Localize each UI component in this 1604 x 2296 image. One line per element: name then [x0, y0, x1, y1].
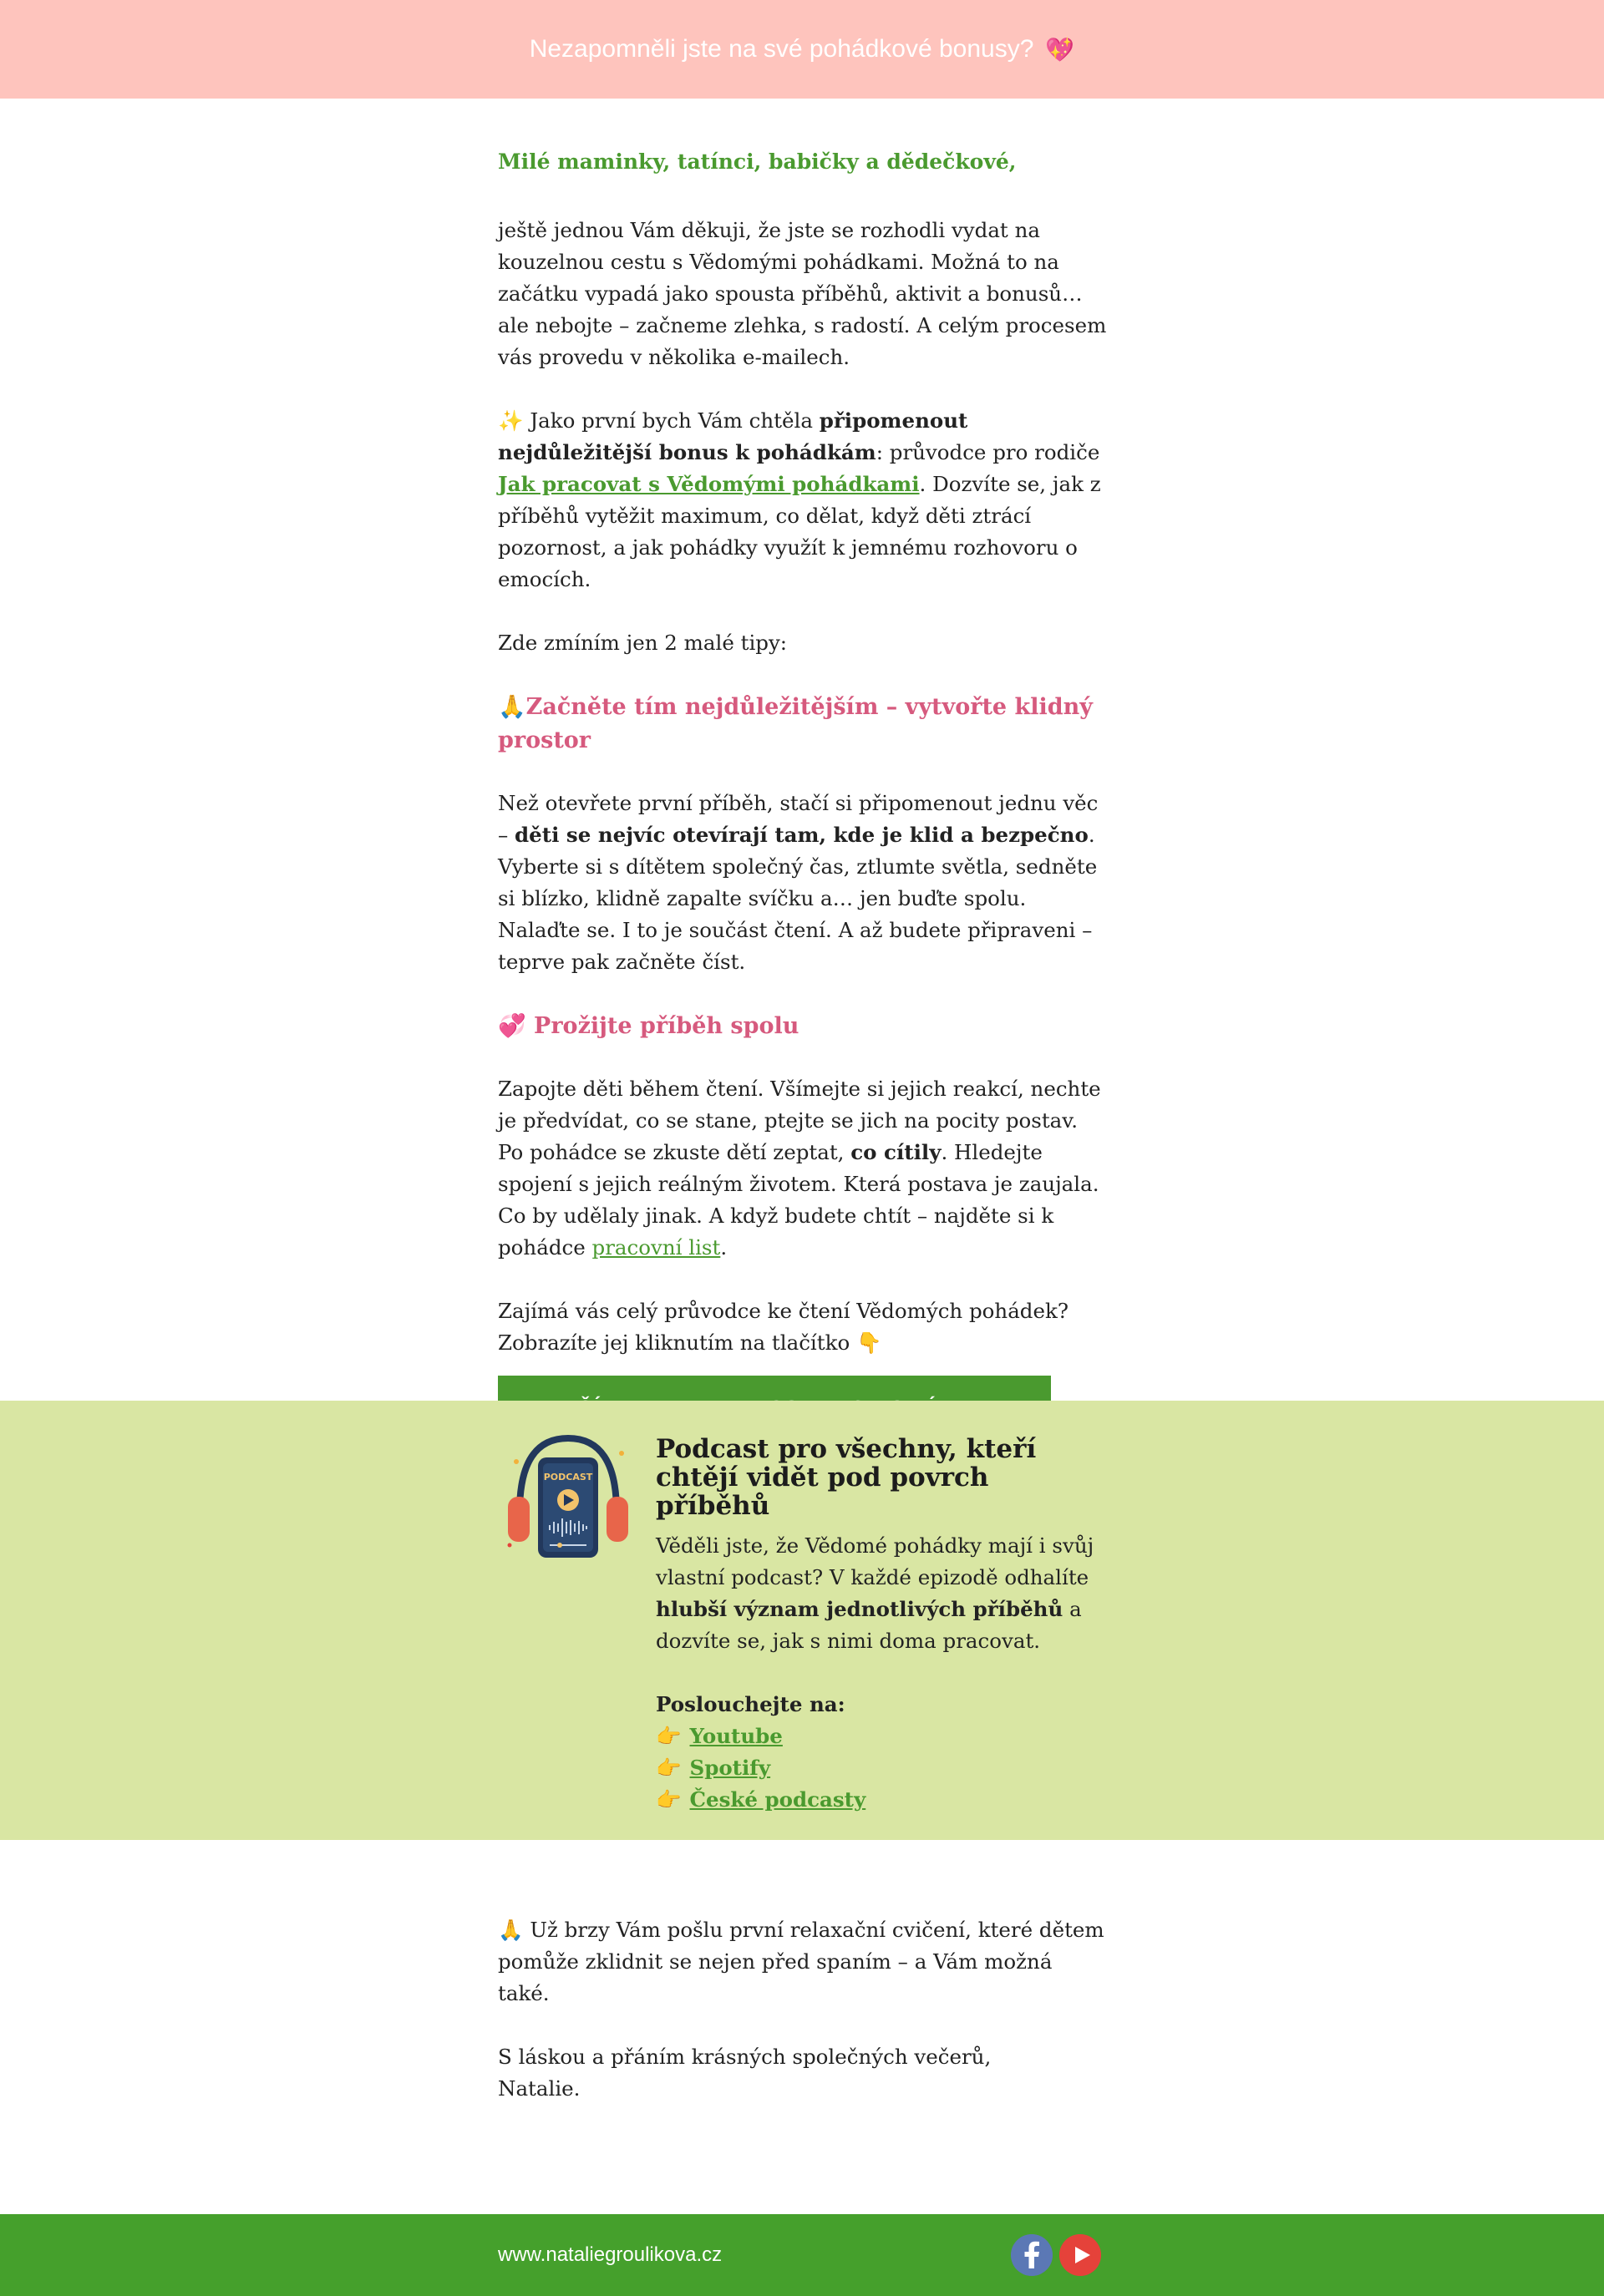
closing-text: Už brzy Vám pošlu první relaxační cvičení, které dětem pomůže zklidnit se nejen před spaním – a Vám možná také. [498, 1918, 1104, 2005]
meditation-icon: 🙏 [498, 1918, 524, 1942]
two-hearts-icon: 💞 [498, 1013, 526, 1039]
signoff-line2: Natalie. [498, 2076, 581, 2101]
podcast-link-row [656, 1721, 1111, 1752]
podcast-desc-after: a dozvíte se, jak s nimi doma pracovat. [656, 1597, 1082, 1653]
tip2-text-before: Zapojte děti během čtení. Všímejte si jejich reakcí, nechte je předvídat, co se stane, ptejte se jich na pocity postav. Po pohádce se zkuste dětí zeptat, [498, 1077, 1101, 1164]
podcast-text [656, 1435, 1111, 1816]
podcast-desc-bold: hlubší význam jednotlivých příběhů [656, 1597, 1063, 1621]
signoff-line1: S láskou a přáním krásných společných večerů, [498, 2045, 992, 2069]
closing-section [498, 1914, 1108, 2105]
podcast-link-row [656, 1784, 1111, 1816]
tip1-title: Začněte tím nejdůležitějším – vytvořte klidný prostor [498, 694, 1093, 753]
guide-prompt [498, 1295, 1108, 1359]
podcast-icon-label: PODCAST [543, 1472, 593, 1483]
tip1-text-after: . Vyberte si s dítětem společný čas, ztlumte světla, sedněte si blízko, klidně zapalte svíčku a… jen buďte spolu. Nalaďte se. I to je součást čtení. A až budete připraveni – teprve pak začněte číst. [498, 823, 1098, 974]
pointing-right-icon: 👉 [656, 1787, 682, 1812]
worksheet-link[interactable]: pracovní list [591, 1235, 721, 1260]
youtube-link[interactable]: Youtube [689, 1724, 783, 1748]
podcast-link-row [656, 1752, 1111, 1784]
podcast-title: Podcast pro všechny, kteří chtějí vidět pod povrch příběhů [656, 1434, 1037, 1521]
tip2-text-after: . [720, 1235, 728, 1260]
website-link[interactable]: www.nataliegroulikova.cz [498, 2243, 723, 2266]
praying-hands-icon: 🙏 [498, 694, 526, 720]
tip1-text-before: Než otevřete první příběh, stačí si připomenout jednu věc – [498, 791, 1099, 847]
guide-prompt-text: Zajímá vás celý průvodce ke čtení Vědomých pohádek? Zobrazíte jej kliknutím na tlačítko [498, 1299, 1068, 1355]
ceske-podcasty-link[interactable]: České podcasty [689, 1787, 866, 1812]
pointing-down-icon: 👇 [856, 1330, 882, 1355]
tip1-heading [498, 691, 1108, 758]
spotify-link[interactable]: Spotify [689, 1756, 771, 1780]
heart-icon: 💖 [1045, 35, 1075, 63]
podcast-description [656, 1530, 1111, 1657]
greeting: Milé maminky, tatínci, babičky a dědečkové, [498, 150, 1017, 174]
bonus-text-before: Jako první bych Vám chtěla [530, 408, 820, 433]
tip1-paragraph [498, 788, 1108, 978]
tip2-paragraph [498, 1073, 1108, 1264]
podcast-headphones-icon [501, 1428, 635, 1570]
bonus-bold: připomenout nejdůležitější bonus k pohádkám [498, 408, 968, 464]
tip2-heading [498, 1010, 1108, 1043]
bonus-text-middle: : průvodce pro rodiče [876, 440, 1100, 464]
podcast-desc-before: Věděli jste, že Vědomé pohádky mají i svůj vlastní podcast? V každé epizodě odhalíte [656, 1533, 1094, 1589]
youtube-icon[interactable] [1059, 2234, 1101, 2276]
intro-paragraph: ještě jednou Vám děkuji, že jste se rozhodli vydat na kouzelnou cestu s Vědomými pohádkami. Možná to na začátku vypadá jako spousta příběhů, aktivit a bonusů… ale nebojte – začneme zlehka, s radostí. A celým procesem vás provedu v několika e-mailech. [498, 218, 1107, 369]
bonus-paragraph [498, 405, 1108, 596]
listen-title: Poslouchejte na: [656, 1692, 845, 1716]
tips-intro: Zde zmíním jen 2 malé tipy: [498, 631, 788, 655]
tip2-title: Prožijte příběh spolu [534, 1013, 799, 1039]
guide-link[interactable]: Jak pracovat s Vědomými pohádkami [498, 472, 920, 496]
sparkles-icon: ✨ [498, 408, 524, 433]
pointing-right-icon: 👉 [656, 1756, 682, 1780]
pointing-right-icon: 👉 [656, 1724, 682, 1748]
email-body [498, 146, 1108, 1442]
closing-paragraph [498, 1914, 1108, 2010]
bonus-text-after: . Dozvíte se, jak z příběhů vytěžit maximum, co dělat, když děti ztrácí pozornost, a jak pohádky využít k jemnému rozhovoru o emocích. [498, 472, 1101, 591]
tip1-bold: děti se nejvíc otevírají tam, kde je klid a bezpečno [515, 823, 1089, 847]
footer [0, 2214, 1604, 2296]
top-banner [0, 0, 1604, 99]
banner-text: Nezapomněli jste na své pohádkové bonusy? [529, 35, 1034, 63]
tip2-bold: co cítily [850, 1140, 942, 1164]
facebook-icon[interactable] [1011, 2234, 1053, 2276]
tip2-text-middle: . Hledejte spojení s jejich reálným životem. Která postava je zaujala. Co by udělaly jinak. A když budete chtít – najděte si k pohádce [498, 1140, 1099, 1260]
